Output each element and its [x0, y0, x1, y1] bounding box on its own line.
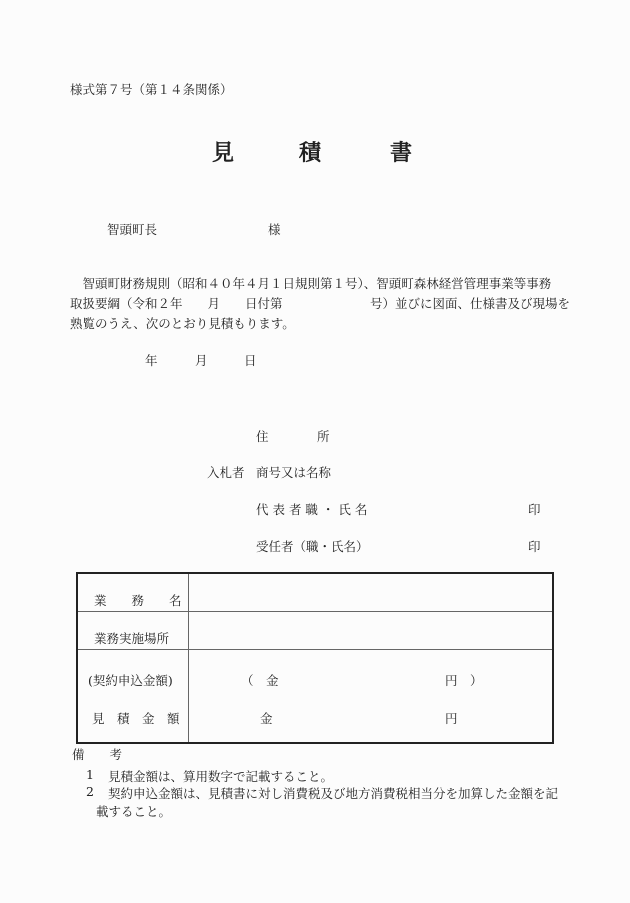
remark-1-text: 見積金額は、算用数字で記載すること。: [108, 769, 334, 784]
location-label: 業務実施場所: [94, 630, 170, 646]
address-label-1: 住: [256, 429, 269, 444]
agent-seal: 印: [528, 539, 541, 554]
addressee-name: 智頭町長: [107, 222, 158, 237]
table-row-business-name: [77, 573, 553, 611]
bidder-role-label: 入札者: [207, 465, 245, 480]
estimate-amount-suffix: 円: [445, 710, 458, 726]
title-char-3: 書: [390, 140, 413, 166]
contract-amount-prefix: （ 金: [241, 672, 279, 688]
body-line-1: 智頭町財務規則（昭和４０年４月１日規則第１号）、智頭町森林経営管理事業等事務: [70, 276, 552, 291]
contract-amount-field[interactable]: [281, 671, 441, 687]
addressee-honorific: 様: [268, 222, 281, 237]
estimate-amount-prefix: 金: [260, 710, 273, 726]
date-day[interactable]: 日: [244, 353, 257, 368]
form-number: 様式第７号（第１４条関係）: [70, 82, 233, 97]
remarks-heading: 備 考: [72, 747, 123, 762]
date-year[interactable]: 年: [145, 353, 158, 368]
business-name-label: 業 務 名: [94, 592, 182, 608]
location-field[interactable]: [189, 611, 554, 649]
contract-amount-suffix: 円 ）: [445, 672, 483, 688]
business-name-field[interactable]: [189, 573, 554, 611]
company-name-label: 商号又は名称: [256, 465, 332, 480]
date-month[interactable]: 月: [195, 353, 208, 368]
remark-2-text: 契約申込金額は、見積書に対し消費税及び地方消費税相当分を加算した金額を記: [108, 786, 559, 801]
table-row-amounts: [77, 649, 553, 743]
remark-1-number: 1: [86, 767, 94, 782]
remark-2-number: 2: [86, 784, 94, 799]
contract-amount-label: (契約申込金額): [88, 672, 173, 688]
table-row-location: [77, 611, 553, 649]
agent-label: 受任者（職・氏名）: [256, 539, 369, 554]
title-char-2: 積: [299, 140, 322, 166]
title-char-1: 見: [212, 140, 235, 166]
body-line-2: 取扱要綱（令和２年 月 日付第 号）並びに図面、仕様書及び現場を: [70, 296, 571, 311]
estimate-table: [76, 572, 554, 744]
remark-2-continuation: 載すること。: [96, 804, 172, 819]
representative-label: 代 表 者 職 ・ 氏 名: [256, 502, 368, 517]
estimate-amount-label: 見 積 金 額: [92, 710, 180, 726]
body-line-3: 熟覧のうえ、次のとおり見積もります。: [70, 316, 295, 331]
estimate-amount-field[interactable]: [281, 709, 441, 725]
address-label-2: 所: [317, 429, 330, 444]
body-paragraph: [70, 274, 571, 334]
representative-seal: 印: [528, 502, 541, 517]
